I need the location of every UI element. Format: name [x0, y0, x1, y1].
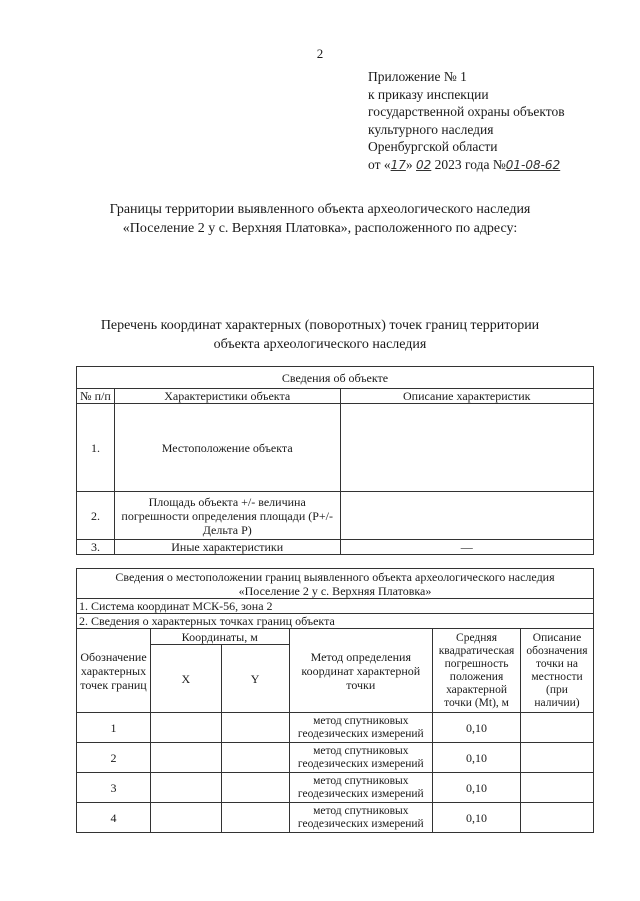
- column-header: Координаты, м: [150, 629, 289, 645]
- table-row: [77, 713, 594, 743]
- point-method: метод спутниковых геодезических измерений: [289, 773, 433, 803]
- point-x: [150, 743, 221, 773]
- column-header: Y: [221, 645, 289, 713]
- table-row: [77, 803, 594, 833]
- table-row: [77, 404, 594, 492]
- point-error: 0,10: [433, 713, 521, 743]
- point-x: [150, 713, 221, 743]
- appendix-line: государственной охраны объектов: [368, 104, 565, 119]
- point-y: [221, 803, 289, 833]
- title-line: «Поселение 2 у с. Верхняя Платовка», расположенного по адресу:: [122, 221, 518, 236]
- appendix-line: Оренбургской области: [368, 139, 498, 154]
- point-id: 4: [77, 803, 151, 833]
- column-header: Описание обозначения точки на местности (при наличии): [521, 629, 594, 713]
- point-y: [221, 743, 289, 773]
- point-id: 2: [77, 743, 151, 773]
- section-heading: 2. Сведения о характерных точках границ объекта: [77, 614, 594, 629]
- table-row: [77, 540, 594, 555]
- handwritten-month: 02: [416, 157, 432, 172]
- point-y: [221, 773, 289, 803]
- date-prefix: от «: [368, 156, 391, 172]
- point-marking: [521, 803, 594, 833]
- table-header: Сведения об объекте: [77, 367, 594, 389]
- document-title: [0, 200, 640, 238]
- point-error: 0,10: [433, 803, 521, 833]
- point-id: 3: [77, 773, 151, 803]
- subtitle-line: Перечень координат характерных (поворотных) точек границ территории: [100, 318, 540, 333]
- row-number: 1.: [77, 404, 115, 492]
- column-header: Характеристики объекта: [114, 389, 340, 404]
- table-row: [77, 773, 594, 803]
- appendix-line: к приказу инспекции: [368, 86, 489, 102]
- column-header: № п/п: [77, 389, 115, 404]
- table-row: [77, 743, 594, 773]
- point-method: метод спутниковых геодезических измерений: [289, 743, 433, 773]
- column-header: Описание характеристик: [340, 389, 593, 404]
- document-subtitle: [0, 316, 640, 354]
- row-description: —: [340, 540, 593, 555]
- column-header: Метод определения координат характерной точки: [289, 629, 433, 713]
- point-error: 0,10: [433, 743, 521, 773]
- point-x: [150, 803, 221, 833]
- handwritten-day: 17: [390, 157, 406, 172]
- point-id: 1: [77, 713, 151, 743]
- subtitle-line: объекта археологического наследия: [213, 337, 427, 352]
- date-separator: »: [405, 156, 413, 172]
- row-characteristic: Местоположение объекта: [114, 404, 340, 492]
- coordinate-system: 1. Система координат МСК-56, зона 2: [77, 599, 594, 614]
- appendix-date-line: [368, 156, 565, 175]
- page-number: 2: [316, 46, 324, 61]
- table-header-line: «Поселение 2 у с. Верхняя Платовка»: [238, 583, 432, 598]
- column-header: Средняя квадратическая погрешность положения характерной точки (Mt), м: [433, 629, 521, 713]
- row-characteristic: Площадь объекта +/- величина погрешности определения площади (Р+/- Дельта Р): [114, 492, 340, 540]
- table-row: [77, 492, 594, 540]
- point-error: 0,10: [433, 773, 521, 803]
- point-marking: [521, 713, 594, 743]
- point-method: метод спутниковых геодезических измерений: [289, 803, 433, 833]
- object-info-table: [76, 366, 594, 555]
- appendix-line: культурного наследия: [368, 121, 494, 137]
- point-marking: [521, 743, 594, 773]
- row-number: 3.: [77, 540, 115, 555]
- point-method: метод спутниковых геодезических измерений: [289, 713, 433, 743]
- title-line: Границы территории выявленного объекта археологического наследия: [109, 202, 531, 217]
- boundary-points-table: [76, 568, 594, 833]
- date-year: 2023 года №: [434, 156, 506, 172]
- table-header-line: Сведения о местоположении границ выявленного объекта археологического наследия: [115, 569, 555, 584]
- row-description: [340, 404, 593, 492]
- row-description: [340, 492, 593, 540]
- point-x: [150, 773, 221, 803]
- appendix-block: [368, 68, 565, 174]
- column-header: Обозначение характерных точек границ: [77, 629, 151, 713]
- point-y: [221, 713, 289, 743]
- appendix-line: Приложение № 1: [368, 69, 467, 84]
- handwritten-order-number: 01-08-62: [505, 157, 561, 172]
- column-header: X: [150, 645, 221, 713]
- row-number: 2.: [77, 492, 115, 540]
- point-marking: [521, 773, 594, 803]
- table-header: [77, 569, 594, 599]
- row-characteristic: Иные характеристики: [114, 540, 340, 555]
